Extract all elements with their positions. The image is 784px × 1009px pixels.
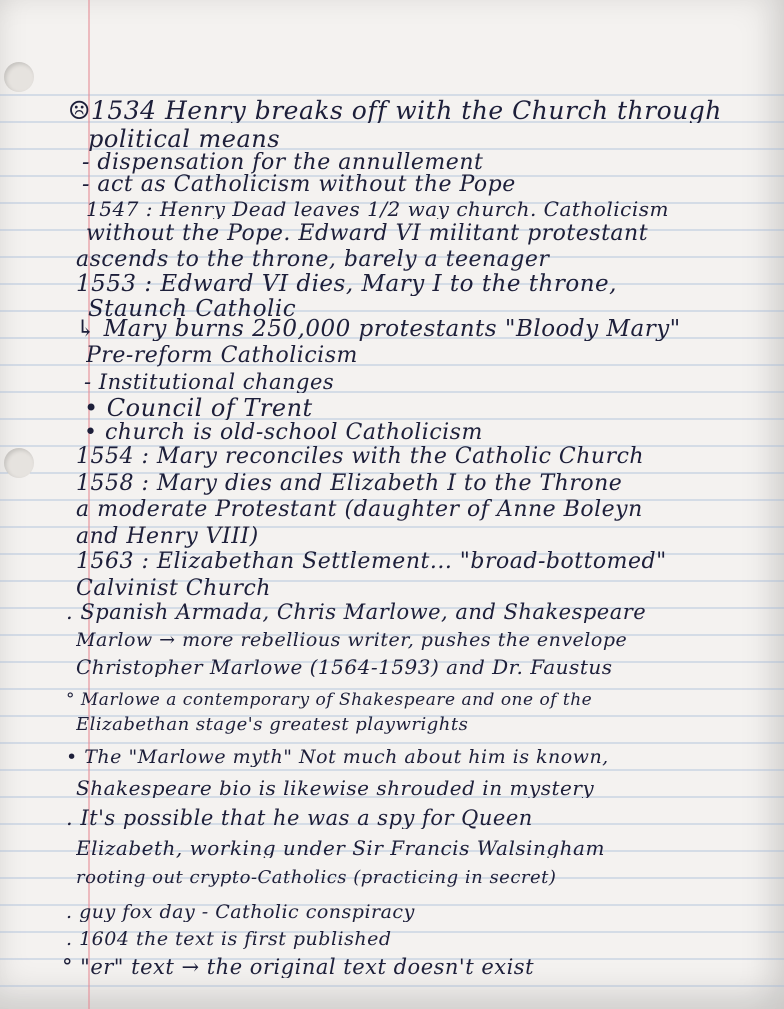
note-line-28: . It's possible that he was a spy for Queen: [66, 808, 533, 829]
note-line-7: ascends to the throne, barely a teenager: [76, 249, 550, 271]
note-line-17: a moderate Protestant (daughter of Anne Boleyn: [76, 499, 643, 521]
note-line-8: 1553 : Edward VI dies, Mary I to the throne,: [76, 273, 617, 296]
note-line-20: Calvinist Church: [76, 578, 271, 600]
note-line-9: Staunch Catholic: [88, 298, 297, 321]
note-line-27: Shakespeare bio is likewise shrouded in mystery: [76, 778, 595, 798]
note-line-3: - dispensation for the annullement: [82, 152, 484, 174]
note-line-12: - Institutional changes: [84, 372, 335, 393]
note-line-23: Christopher Marlowe (1564-1593) and Dr. Faustus: [76, 657, 613, 677]
note-line-6: without the Pope. Edward VI militant protestant: [86, 223, 649, 245]
note-line-21: . Spanish Armada, Chris Marlowe, and Shakespeare: [66, 602, 647, 623]
note-line-29: Elizabeth, working under Sir Francis Walsingham: [76, 838, 605, 858]
note-line-2: political means: [88, 127, 281, 151]
note-line-1: ☹1534 Henry breaks off with the Church through: [68, 98, 722, 123]
note-line-13: • Council of Trent: [84, 396, 313, 420]
note-line-31: . guy fox day - Catholic conspiracy: [66, 903, 415, 922]
note-line-19: 1563 : Elizabethan Settlement... "broad-bottomed": [76, 551, 667, 573]
note-line-24: ° Marlowe a contemporary of Shakespeare and one of the: [66, 692, 593, 709]
note-line-18: and Henry VIII): [76, 526, 259, 548]
note-line-11: Pre-reform Catholicism: [86, 345, 358, 367]
binder-hole-top: [4, 62, 34, 92]
note-line-25: Elizabethan stage's greatest playwrights: [76, 716, 469, 734]
note-line-26: • The "Marlowe myth" Not much about him is known,: [66, 748, 609, 767]
note-line-10: ↳ Mary burns 250,000 protestants "Bloody Mary": [76, 318, 681, 341]
binder-hole-middle: [4, 448, 34, 478]
note-line-15: 1554 : Mary reconciles with the Catholic Church: [76, 446, 645, 468]
note-line-14: • church is old-school Catholicism: [84, 422, 483, 444]
note-line-32: . 1604 the text is first published: [66, 930, 392, 949]
note-line-16: 1558 : Mary dies and Elizabeth I to the Throne: [76, 473, 623, 495]
note-line-4: - act as Catholicism without the Pope: [82, 174, 516, 196]
note-line-5: 1547 : Henry Dead leaves 1/2 way church. Catholicism: [86, 199, 669, 219]
note-line-22: Marlow → more rebellious writer, pushes the envelope: [76, 631, 628, 650]
note-line-33: ° "er" text → the original text doesn't exist: [62, 957, 535, 978]
note-line-30: rooting out crypto-Catholics (practicing in secret): [76, 869, 557, 887]
